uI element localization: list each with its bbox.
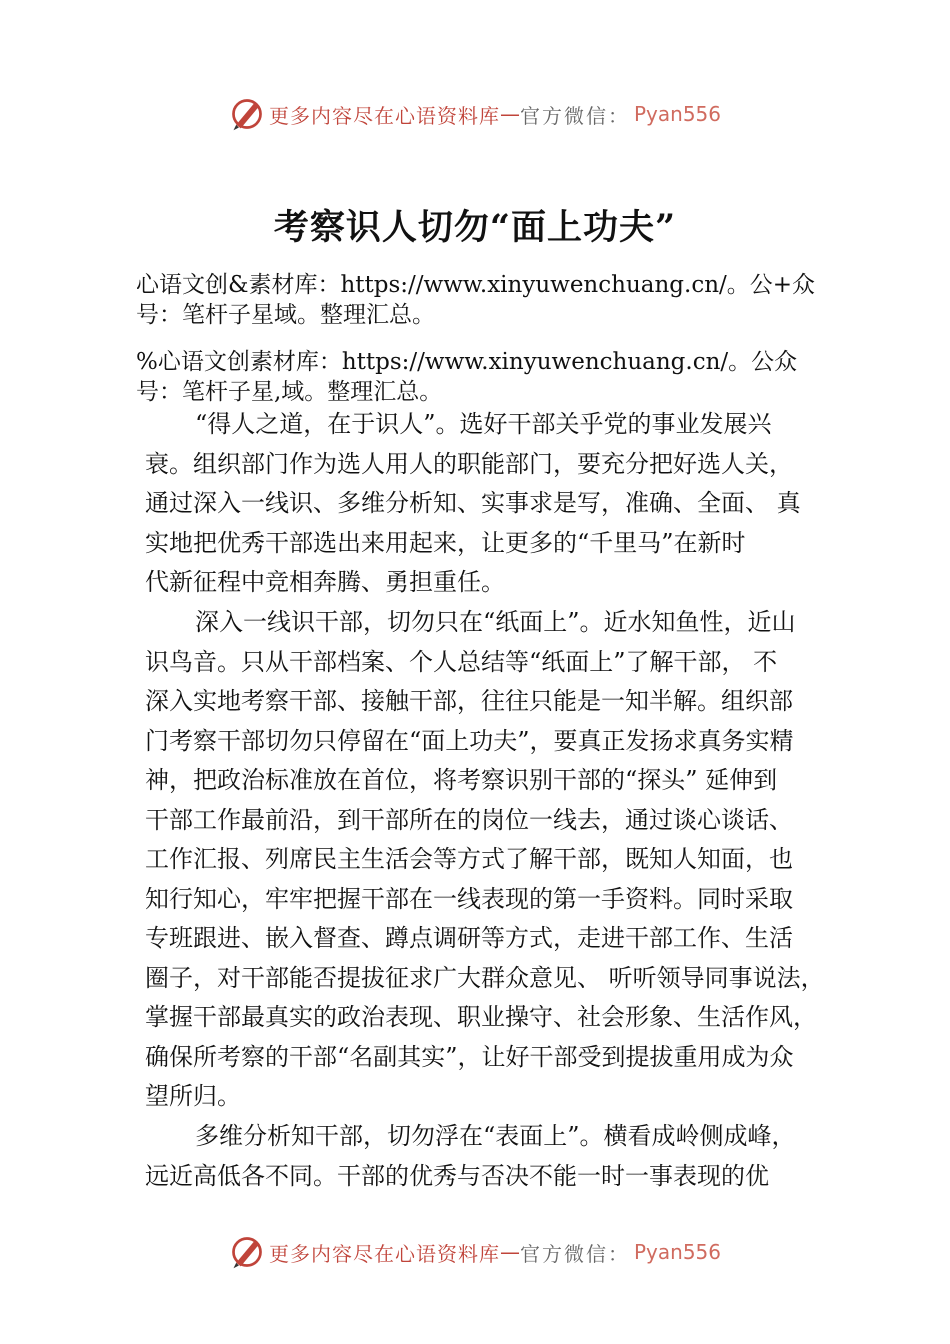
note-line: 号：笔杆子星域。整理汇总。 bbox=[136, 302, 435, 328]
header-banner bbox=[0, 92, 950, 136]
note-line: 号：笔杆子星,域。整理汇总。 bbox=[136, 379, 443, 405]
body-paragraph bbox=[145, 603, 835, 1117]
paragraph-line: 通过深入一线识、多维分析知、实事求是写，准确、全面、 真 bbox=[145, 489, 801, 517]
paragraph-line: 神，把政治标准放在首位，将考察识别干部的“探头” 延伸到 bbox=[145, 766, 778, 794]
paragraph-line: 专班跟进、嵌入督查、蹲点调研等方式，走进干部工作、生活 bbox=[145, 924, 793, 952]
paragraph-line: 衰。组织部门作为选人用人的职能部门，要充分把好选人关， bbox=[145, 449, 793, 478]
paragraph-line: 深入实地考察干部、接触干部，往往只能是一知半解。组织部 bbox=[145, 687, 793, 715]
banner-separator: — bbox=[499, 1240, 520, 1264]
paragraph-line: 确保所考察的干部“名副其实”，让好干部受到提拔重用成为众 bbox=[145, 1042, 794, 1071]
paragraph-line: 门考察干部切勿只停留在“面上功夫”，要真正发扬求真务实精 bbox=[145, 726, 794, 755]
body-paragraph bbox=[145, 405, 835, 603]
paragraph-line: 识鸟音。只从干部档案、个人总结等“纸面上”了解干部， 不 bbox=[145, 647, 778, 676]
paragraph-line: 知行知心，牢牢把握干部在一线表现的第一手资料。同时采取 bbox=[145, 884, 793, 913]
paragraph-line: 深入一线识干部，切勿只在“纸面上”。近水知鱼性，近山 bbox=[195, 608, 796, 636]
banner-label: 官方微信： bbox=[519, 1241, 630, 1266]
note-line: 心语文创&素材库：https://www.xinyuwenchuang.cn/。公+众 bbox=[136, 272, 816, 298]
banner-text: 更多内容尽在心语资料库 bbox=[268, 103, 500, 128]
paragraph-line: “得人之道，在于识人”。选好干部关乎党的事业发展兴 bbox=[195, 410, 772, 438]
footer-banner bbox=[0, 1230, 950, 1274]
banner-wechat-id: Pyan556 bbox=[633, 102, 721, 126]
paragraph-line: 圈子，对干部能否提拔征求广大群众意见、 听听领导同事说法， bbox=[145, 963, 825, 992]
paragraph-line: 望所归。 bbox=[145, 1082, 241, 1110]
banner-label: 官方微信： bbox=[519, 103, 630, 128]
banner-text: 更多内容尽在心语资料库 bbox=[268, 1241, 500, 1266]
paragraph-line: 掌握干部最真实的政治表现、职业操守、社会形象、生活作风， bbox=[145, 1003, 817, 1031]
pen-logo-icon bbox=[229, 1234, 265, 1270]
paragraph-line: 工作汇报、列席民主生活会等方式了解干部，既知人知面，也 bbox=[145, 845, 793, 873]
banner-separator: — bbox=[499, 102, 520, 126]
banner-wechat-id: Pyan556 bbox=[633, 1240, 721, 1264]
source-note bbox=[136, 347, 836, 407]
source-note bbox=[136, 270, 836, 330]
document-title: 考察识人切勿“面上功夫” bbox=[273, 207, 677, 248]
paragraph-line: 干部工作最前沿，到干部所在的岗位一线去，通过谈心谈话、 bbox=[145, 805, 793, 834]
paragraph-line: 多维分析知干部，切勿浮在“表面上”。横看成岭侧成峰， bbox=[195, 1122, 796, 1150]
paragraph-line: 远近高低各不同。干部的优秀与否决不能一时一事表现的优 bbox=[145, 1161, 769, 1190]
pen-logo-icon bbox=[229, 96, 265, 132]
paragraph-line: 代新征程中竞相奔腾、勇担重任。 bbox=[145, 568, 505, 596]
note-line: %心语文创素材库：https://www.xinyuwenchuang.cn/。公众 bbox=[136, 349, 798, 375]
paragraph-line: 实地把优秀干部选出来用起来，让更多的“千里马”在新时 bbox=[145, 528, 746, 557]
body-paragraph bbox=[145, 1117, 835, 1196]
